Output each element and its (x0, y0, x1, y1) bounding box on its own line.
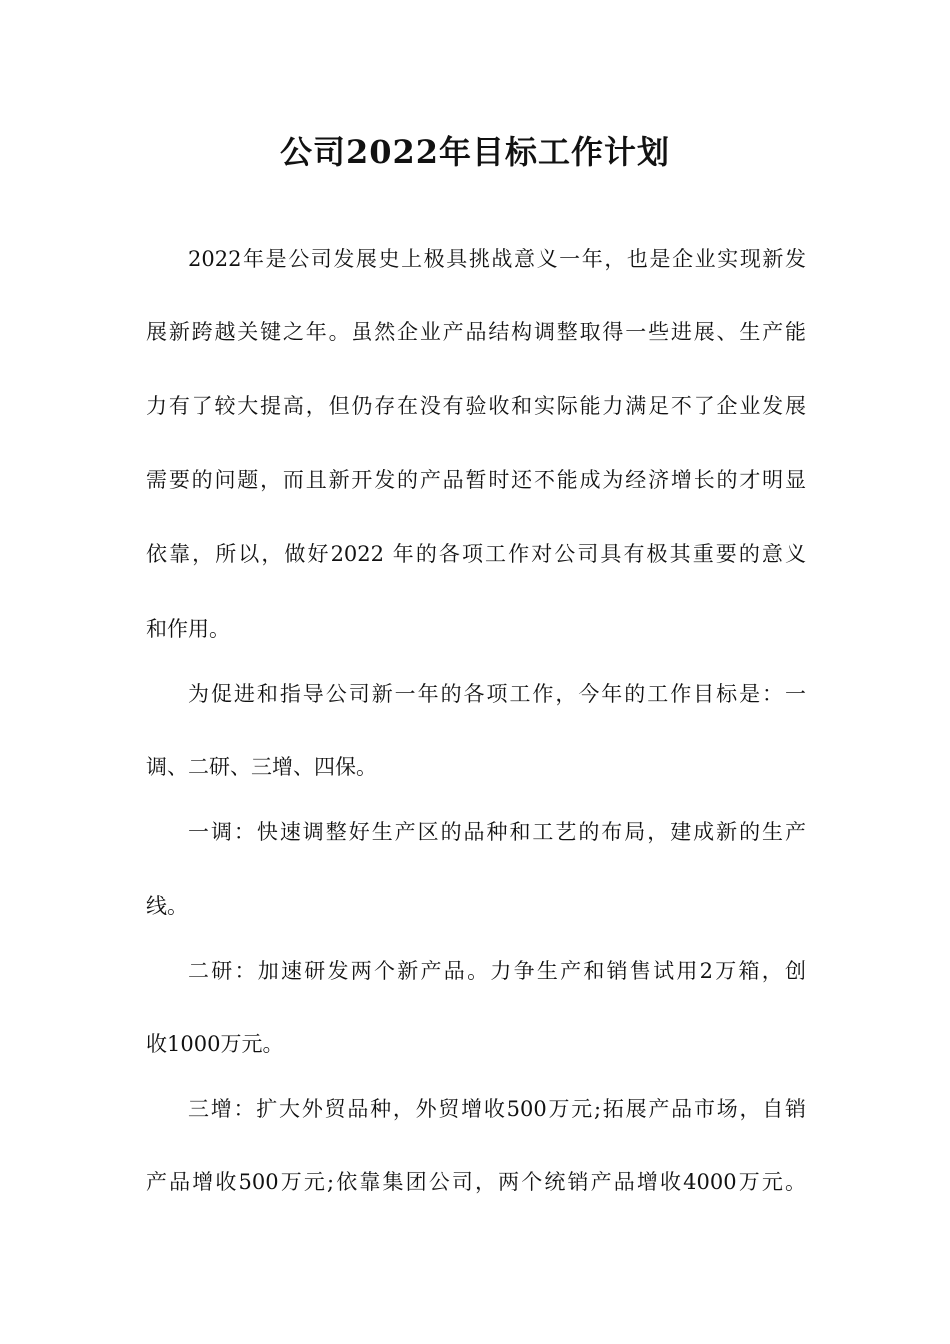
paragraph-3-line-2: 线。 (146, 894, 188, 918)
paragraph-1-line-4: 需要的问题，而且新开发的产品暂时还不能成为经济增长的才明显 (146, 468, 806, 492)
document-title: 公司2022年目标工作计划 (279, 133, 671, 171)
paragraph-5-line-2: 产品增收500万元;依靠集团公司，两个统销产品增收4000万元。 (146, 1170, 806, 1194)
paragraph-1-line-1: 2022年是公司发展史上极具挑战意义一年，也是企业实现新发 (188, 247, 806, 271)
paragraph-3-line-1: 一调：快速调整好生产区的品种和工艺的布局，建成新的生产 (188, 820, 806, 844)
paragraph-5-line-1: 三增：扩大外贸品种，外贸增收500万元;拓展产品市场，自销 (188, 1097, 806, 1121)
paragraph-4-line-2: 收1000万元。 (146, 1032, 284, 1056)
paragraph-2-line-2: 调、二研、三增、四保。 (146, 755, 377, 779)
paragraph-2-line-1: 为促进和指导公司新一年的各项工作，今年的工作目标是：一 (188, 682, 806, 706)
paragraph-1-line-5: 依靠，所以，做好2022 年的各项工作对公司具有极其重要的意义 (146, 542, 806, 566)
paragraph-1-line-6: 和作用。 (146, 617, 230, 641)
paragraph-1-line-3: 力有了较大提高，但仍存在没有验收和实际能力满足不了企业发展 (146, 394, 806, 418)
paragraph-4-line-1: 二研：加速研发两个新产品。力争生产和销售试用2万箱，创 (188, 959, 806, 983)
paragraph-1-line-2: 展新跨越关键之年。虽然企业产品结构调整取得一些进展、生产能 (146, 320, 806, 344)
